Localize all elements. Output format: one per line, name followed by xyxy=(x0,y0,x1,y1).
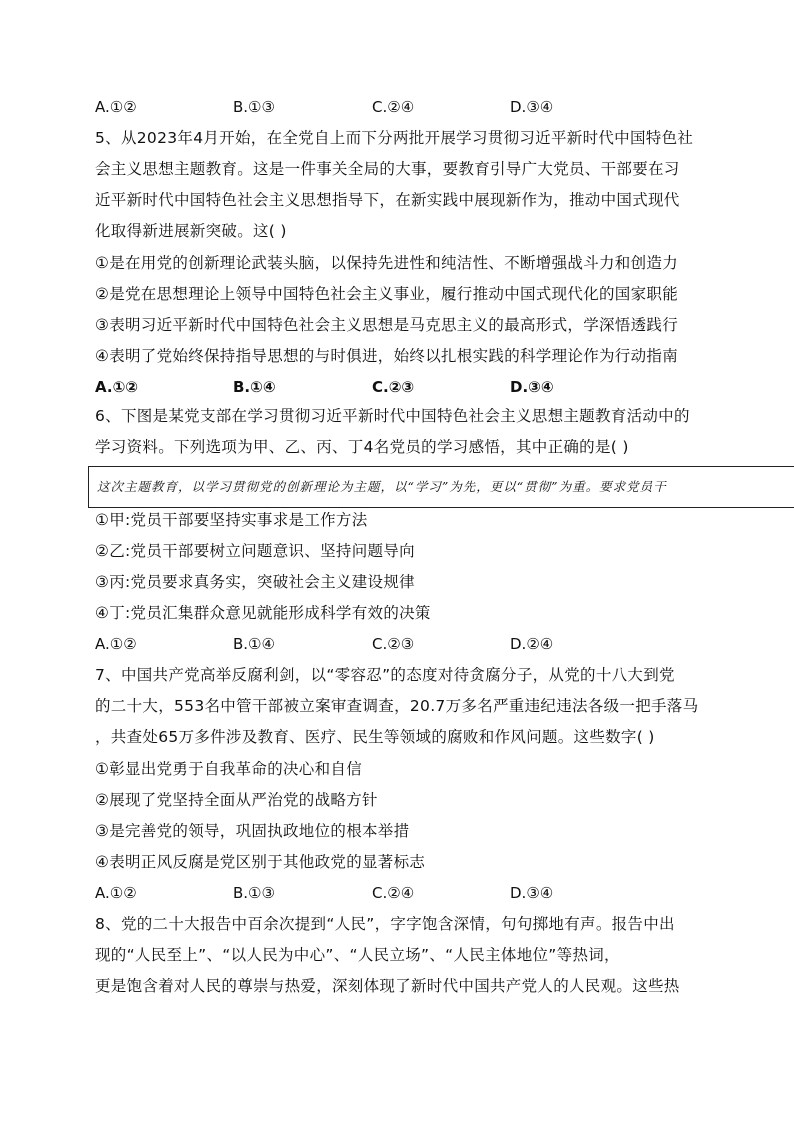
q6-stem-line: 6、下图是某党支部在学习贯彻习近平新时代中国特色社会主义思想主题教育活动中的 xyxy=(95,407,690,425)
q7-options xyxy=(95,883,715,903)
q5-option-c[interactable]: C.②③ xyxy=(372,378,415,396)
q4-option-a[interactable]: A.①② xyxy=(95,98,137,116)
q5-stem-line: 5、从2023年4月开始，在全党自上而下分两批开展学习贯彻习近平新时代中国特色社 xyxy=(95,129,694,147)
q6-material-box xyxy=(88,466,794,508)
q6-option-b[interactable]: B.①④ xyxy=(233,635,275,653)
q5-statement-4: ④表明了党始终保持指导思想的与时俱进，始终以扎根实践的科学理论作为行动指南 xyxy=(95,347,678,365)
q8-stem-line: 现的“人民至上”、“以人民为中心”、“人民立场”、“人民主体地位”等热词， xyxy=(95,946,620,964)
q7-option-c[interactable]: C.②④ xyxy=(372,884,415,902)
q6-statement-2: ②乙:党员干部要树立问题意识、坚持问题导向 xyxy=(95,542,415,560)
q5-option-a[interactable]: A.①② xyxy=(95,378,138,396)
q6-option-d[interactable]: D.②④ xyxy=(510,635,554,653)
q5-statement-1: ①是在用党的创新理论武装头脑，以保持先进性和纯洁性、不断增强战斗力和创造力 xyxy=(95,254,678,272)
q5-stem-line: 会主义思想主题教育。这是一件事关全局的大事，要教育引导广大党员、干部要在习 xyxy=(95,160,680,178)
q7-option-d[interactable]: D.③④ xyxy=(510,884,554,902)
q7-option-a[interactable]: A.①② xyxy=(95,884,137,902)
q7-stem-line: 的二十大，553名中管干部被立案审查调查，20.7万多名严重违纪违法各级一把手落马 xyxy=(95,697,699,715)
q4-option-b[interactable]: B.①③ xyxy=(233,98,275,116)
q4-option-c[interactable]: C.②④ xyxy=(372,98,415,116)
q6-stem-line: 学习资料。下列选项为甲、乙、丙、丁4名党员的学习感悟，其中正确的是( ) xyxy=(95,438,629,456)
q7-option-b[interactable]: B.①③ xyxy=(233,884,275,902)
q5-option-d[interactable]: D.③④ xyxy=(510,378,554,396)
q7-statement-3: ③是完善党的领导，巩固执政地位的根本举措 xyxy=(95,822,410,840)
q6-statement-1: ①甲:党员干部要坚持实事求是工作方法 xyxy=(95,511,368,529)
q4-option-d[interactable]: D.③④ xyxy=(510,98,554,116)
q6-option-c[interactable]: C.②③ xyxy=(372,635,415,653)
q5-options xyxy=(95,377,715,397)
q5-option-b[interactable]: B.①④ xyxy=(233,378,276,396)
q5-stem-line: 化取得新进展新突破。这( ) xyxy=(95,222,287,240)
q7-statement-4: ④表明正风反腐是党区别于其他政党的显著标志 xyxy=(95,853,426,871)
q5-statement-3: ③表明习近平新时代中国特色社会主义思想是马克思主义的最高形式，学深悟透践行 xyxy=(95,316,678,334)
q7-statement-1: ①彰显出党勇于自我革命的决心和自信 xyxy=(95,760,362,778)
q6-option-a[interactable]: A.①② xyxy=(95,635,137,653)
q5-stem-line: 近平新时代中国特色社会主义思想指导下，在新实践中展现新作为，推动中国式现代 xyxy=(95,191,680,209)
q7-statement-2: ②展现了党坚持全面从严治党的战略方针 xyxy=(95,791,378,809)
q7-stem-line: ，共查处65万多件涉及教育、医疗、民生等领域的腐败和作风问题。这些数字( ) xyxy=(95,728,655,746)
q6-statement-4: ④丁:党员汇集群众意见就能形成科学有效的决策 xyxy=(95,604,431,622)
q6-options xyxy=(95,634,715,654)
q8-stem-line: 8、党的二十大报告中百余次提到“人民”，字字饱含深情，句句掷地有声。报告中出 xyxy=(95,915,675,933)
q5-statement-2: ②是党在思想理论上领导中国特色社会主义事业，履行推动中国式现代化的国家职能 xyxy=(95,285,678,303)
q6-statement-3: ③丙:党员要求真务实，突破社会主义建设规律 xyxy=(95,573,415,591)
q6-material-text: 这次主题教育，以学习贯彻党的创新理论为主题，以“学习”为先，更以“贯彻”为重。要求党员干 xyxy=(97,479,667,494)
q4-options xyxy=(95,97,715,117)
q8-stem-line: 更是饱含着对人民的尊崇与热爱，深刻体现了新时代中国共产党人的人民观。这些热 xyxy=(95,977,680,995)
q7-stem-line: 7、中国共产党高举反腐利剑，以“零容忍”的态度对待贪腐分子，从党的十八大到党 xyxy=(95,666,675,684)
